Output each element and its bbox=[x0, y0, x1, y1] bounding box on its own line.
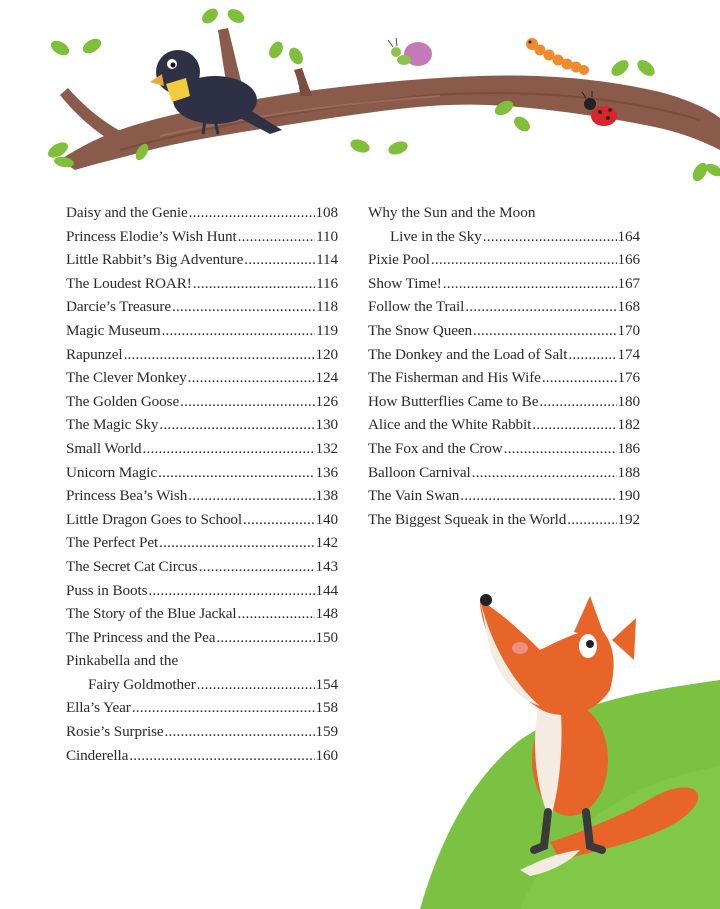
dot-leader bbox=[243, 508, 314, 532]
toc-page-number: 170 bbox=[617, 321, 640, 339]
toc-title: The Vain Swan bbox=[368, 487, 460, 505]
dot-leader bbox=[460, 484, 616, 508]
toc-entry[interactable] bbox=[368, 201, 640, 248]
dot-leader bbox=[532, 413, 616, 437]
toc-page-number: 158 bbox=[315, 699, 338, 717]
toc-entry[interactable] bbox=[66, 437, 338, 461]
toc-entry[interactable] bbox=[66, 696, 338, 720]
dot-leader bbox=[162, 319, 316, 343]
dot-leader bbox=[132, 696, 315, 720]
toc-title-line1: Why the Sun and the Moon bbox=[368, 204, 536, 221]
toc-title: Little Rabbit’s Big Adventure bbox=[66, 251, 244, 269]
dot-leader bbox=[504, 437, 617, 461]
toc-entry[interactable] bbox=[66, 413, 338, 437]
toc-page-number: 119 bbox=[316, 321, 338, 339]
toc-page-number: 176 bbox=[617, 369, 640, 387]
toc-entry[interactable] bbox=[66, 744, 338, 768]
toc-page-number: 132 bbox=[315, 439, 338, 457]
toc-title: Cinderella bbox=[66, 746, 129, 764]
toc-entry[interactable] bbox=[66, 319, 338, 343]
toc-title: Pixie Pool bbox=[368, 251, 430, 269]
dot-leader bbox=[188, 366, 315, 390]
toc-page-number: 154 bbox=[315, 675, 338, 693]
dot-leader bbox=[165, 720, 315, 744]
toc-entry[interactable] bbox=[66, 508, 338, 532]
toc-title: The Loudest ROAR! bbox=[66, 274, 192, 292]
toc-title: The Princess and the Pea bbox=[66, 628, 216, 646]
dot-leader bbox=[542, 366, 617, 390]
toc-page-number: 142 bbox=[315, 534, 338, 552]
toc-title: Live in the Sky bbox=[390, 227, 482, 245]
toc-title: Darcie’s Treasure bbox=[66, 298, 172, 316]
toc-title: How Butterflies Came to Be bbox=[368, 392, 539, 410]
toc-entry[interactable] bbox=[66, 295, 338, 319]
toc-entry[interactable] bbox=[66, 390, 338, 414]
toc-entry[interactable] bbox=[66, 272, 338, 296]
dot-leader bbox=[193, 272, 315, 296]
toc-page-number: 192 bbox=[617, 510, 640, 528]
toc-title: Small World bbox=[66, 439, 142, 457]
toc-entry[interactable] bbox=[66, 602, 338, 626]
toc-page-number: 124 bbox=[315, 369, 338, 387]
toc-entry[interactable] bbox=[368, 295, 640, 319]
toc-entry[interactable] bbox=[66, 626, 338, 650]
toc-entry[interactable] bbox=[368, 366, 640, 390]
toc-page-number: 186 bbox=[617, 439, 640, 457]
dot-leader bbox=[244, 248, 315, 272]
toc-page-number: 120 bbox=[315, 345, 338, 363]
toc-title-line1: Pinkabella and the bbox=[66, 652, 179, 670]
toc-title: The Magic Sky bbox=[66, 416, 159, 434]
dot-leader bbox=[148, 579, 314, 603]
toc-title: The Fisherman and His Wife bbox=[368, 369, 541, 387]
toc-page-number: 168 bbox=[617, 298, 640, 316]
toc-title: The Story of the Blue Jackal bbox=[66, 605, 237, 623]
dot-leader bbox=[159, 413, 314, 437]
toc-entry[interactable] bbox=[368, 343, 640, 367]
toc-page-number: 144 bbox=[315, 581, 338, 599]
toc-page-number: 126 bbox=[315, 392, 338, 410]
dot-leader bbox=[238, 602, 315, 626]
toc-page-number: 188 bbox=[617, 463, 640, 481]
toc-entry[interactable] bbox=[368, 508, 640, 532]
toc-entry[interactable] bbox=[66, 555, 338, 579]
dot-leader bbox=[172, 295, 315, 319]
toc-page-number: 174 bbox=[617, 345, 640, 363]
toc-title: Show Time! bbox=[368, 274, 442, 292]
toc-page-number: 166 bbox=[617, 251, 640, 269]
butterfly-illustration bbox=[388, 38, 432, 66]
toc-entry[interactable] bbox=[66, 366, 338, 390]
dot-leader bbox=[188, 484, 314, 508]
toc-entry[interactable] bbox=[66, 201, 338, 225]
dot-leader bbox=[473, 319, 616, 343]
toc-entry[interactable] bbox=[66, 461, 338, 485]
dot-leader bbox=[189, 201, 315, 225]
toc-page-number: 108 bbox=[315, 204, 338, 221]
toc-entry[interactable] bbox=[368, 484, 640, 508]
toc-page-number: 110 bbox=[316, 227, 338, 245]
toc-right-column bbox=[368, 201, 640, 531]
toc-entry[interactable] bbox=[66, 531, 338, 555]
toc-page-number: 116 bbox=[316, 274, 338, 292]
toc-page-number: 118 bbox=[316, 298, 338, 316]
dot-leader bbox=[443, 272, 617, 296]
toc-entry[interactable] bbox=[66, 649, 338, 696]
toc-page-number: 164 bbox=[617, 227, 640, 245]
toc-page-number: 140 bbox=[315, 510, 338, 528]
toc-title: Rosie’s Surprise bbox=[66, 723, 164, 741]
toc-page-number: 167 bbox=[617, 274, 640, 292]
toc-entry[interactable] bbox=[66, 484, 338, 508]
toc-page-number: 180 bbox=[617, 392, 640, 410]
dot-leader bbox=[539, 390, 616, 414]
dot-leader bbox=[567, 508, 616, 532]
dot-leader bbox=[158, 461, 314, 485]
toc-title: Fairy Goldmother bbox=[88, 675, 196, 693]
dot-leader bbox=[159, 531, 314, 555]
toc-page-number: 148 bbox=[315, 605, 338, 623]
toc-entry[interactable] bbox=[368, 461, 640, 485]
toc-entry[interactable] bbox=[368, 319, 640, 343]
toc-entry[interactable] bbox=[368, 437, 640, 461]
dot-leader bbox=[142, 437, 314, 461]
caterpillar-illustration bbox=[526, 38, 589, 75]
toc-page-number: 138 bbox=[315, 487, 338, 505]
dot-leader bbox=[472, 461, 617, 485]
toc-title: The Perfect Pet bbox=[66, 534, 159, 552]
toc-title: Unicorn Magic bbox=[66, 463, 158, 481]
toc-page-number: 182 bbox=[617, 416, 640, 434]
toc-title: Alice and the White Rabbit bbox=[368, 416, 532, 434]
toc-title: The Snow Queen bbox=[368, 321, 473, 339]
dot-leader bbox=[197, 673, 315, 697]
toc-entry[interactable] bbox=[66, 343, 338, 367]
toc-page-number: 130 bbox=[315, 416, 338, 434]
toc-title: Balloon Carnival bbox=[368, 463, 471, 481]
toc-title: Daisy and the Genie bbox=[66, 204, 188, 221]
toc-entry[interactable] bbox=[368, 390, 640, 414]
dot-leader bbox=[483, 225, 617, 249]
toc-page-number: 143 bbox=[315, 557, 338, 575]
dot-leader bbox=[431, 248, 617, 272]
dot-leader bbox=[180, 390, 314, 414]
toc-title: Follow the Trail bbox=[368, 298, 465, 316]
toc-entry[interactable] bbox=[368, 413, 640, 437]
toc-entry[interactable] bbox=[66, 720, 338, 744]
toc-entry[interactable] bbox=[368, 248, 640, 272]
toc-page-number: 159 bbox=[315, 723, 338, 741]
dot-leader bbox=[124, 343, 315, 367]
toc-page-number: 150 bbox=[315, 628, 338, 646]
toc-title: The Clever Monkey bbox=[66, 369, 187, 387]
toc-page-number: 114 bbox=[316, 251, 338, 269]
toc-title: Rapunzel bbox=[66, 345, 123, 363]
toc-page-number: 190 bbox=[617, 487, 640, 505]
toc-title: The Fox and the Crow bbox=[368, 439, 503, 457]
dot-leader bbox=[199, 555, 315, 579]
dot-leader bbox=[216, 626, 314, 650]
toc-entry[interactable] bbox=[368, 272, 640, 296]
toc-entry[interactable] bbox=[66, 248, 338, 272]
toc-title: The Biggest Squeak in the World bbox=[368, 510, 567, 528]
toc-entry[interactable] bbox=[66, 225, 338, 249]
toc-title: The Secret Cat Circus bbox=[66, 557, 198, 575]
toc-page-number: 136 bbox=[315, 463, 338, 481]
toc-page-number: 160 bbox=[315, 746, 338, 764]
toc-title: The Donkey and the Load of Salt bbox=[368, 345, 568, 363]
toc-title: Princess Elodie’s Wish Hunt bbox=[66, 227, 237, 245]
dot-leader bbox=[465, 295, 616, 319]
toc-title: Little Dragon Goes to School bbox=[66, 510, 243, 528]
toc-title: Magic Museum bbox=[66, 321, 161, 339]
dot-leader bbox=[568, 343, 616, 367]
toc-title: Puss in Boots bbox=[66, 581, 148, 599]
toc-title: Ella’s Year bbox=[66, 699, 131, 717]
toc-entry[interactable] bbox=[66, 579, 338, 603]
toc-title: The Golden Goose bbox=[66, 392, 180, 410]
toc-title: Princess Bea’s Wish bbox=[66, 487, 188, 505]
toc-left-column bbox=[66, 201, 338, 767]
dot-leader bbox=[238, 225, 315, 249]
dot-leader bbox=[129, 744, 314, 768]
